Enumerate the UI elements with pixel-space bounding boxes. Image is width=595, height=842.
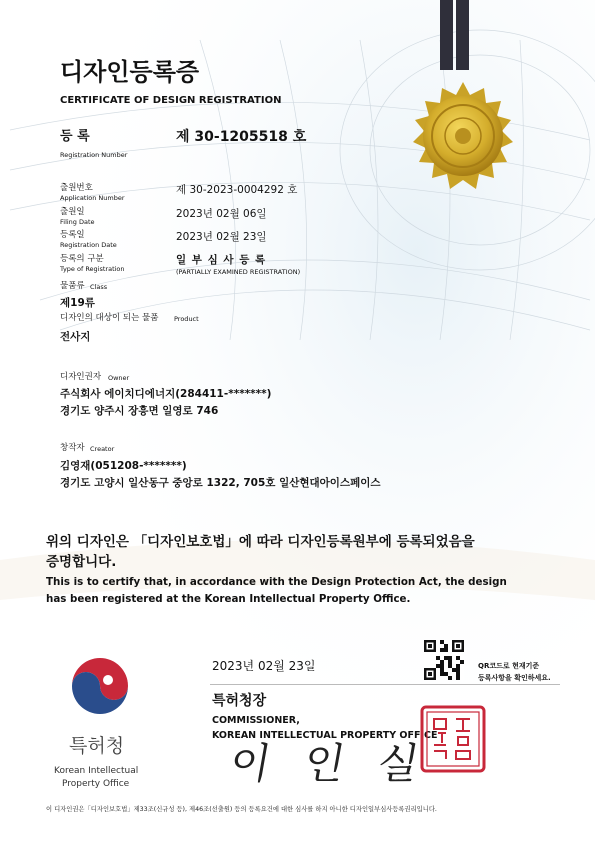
product-value: 전사지 — [60, 331, 91, 343]
field-label-en: Type of Registration — [60, 265, 125, 273]
issue-date: 2023년 02월 23일 — [212, 659, 316, 673]
field-label-en: Application Number — [60, 194, 125, 202]
footer-note: 이 디자인권은「디자인보호법」제33조(신규성 등), 제46조(선출원) 등의 등록요건에 대한 심사를 하지 아니한 디자인일부심사등록권리입니다. — [46, 806, 437, 813]
field-label: 등록의 구분 — [60, 254, 104, 264]
owner-address: 경기도 양주시 장흥면 일영로 746 — [60, 405, 219, 417]
commissioner-signature: 이 인 실 — [225, 739, 433, 788]
field-label: 등록일 — [60, 230, 85, 240]
kipo-logo-icon — [68, 654, 132, 718]
field-label-en: Registration Date — [60, 241, 117, 249]
certify-english-line1: This is to certify that, in accordance with the Design Protection Act, the design — [46, 576, 507, 588]
class-label-en: Class — [90, 283, 108, 291]
kipo-name-english-line2: Property Office — [62, 779, 130, 789]
field-label-en: Filing Date — [60, 218, 95, 226]
kipo-name-english-line1: Korean Intellectual — [54, 766, 139, 776]
field-subvalue: (PARTIALLY EXAMINED REGISTRATION) — [176, 268, 301, 276]
class-label: 물품류 — [60, 281, 85, 291]
field-value: 제 30-2023-0004292 호 — [176, 184, 298, 196]
qr-note-line1: QR코드로 현재기준 — [478, 662, 540, 670]
registration-number: 제 30-1205518 호 — [176, 129, 307, 145]
field-value: 2023년 02월 06일 — [176, 208, 267, 220]
creator-address: 경기도 고양시 일산동구 중앙로 1322, 705호 일산현대아이스페이스 — [60, 477, 381, 489]
title-korean: 디자인등록증 — [60, 58, 200, 86]
creator-label-en: Creator — [90, 445, 115, 453]
certify-korean-line1: 위의 디자인은 「디자인보호법」에 따라 디자인등록원부에 등록되었음을 — [46, 534, 475, 550]
ribbon-right — [456, 0, 469, 70]
qr-note-line2: 등록사항을 확인하세요. — [478, 674, 551, 682]
ribbon-left — [440, 0, 453, 70]
certify-english-line2: has been registered at the Korean Intellectual Property Office. — [46, 593, 411, 605]
product-label: 디자인의 대상이 되는 물품 — [60, 313, 159, 323]
title-english: CERTIFICATE OF DESIGN REGISTRATION — [60, 95, 282, 106]
creator-name: 김영재(051208-*******) — [60, 460, 187, 472]
certify-korean-line2: 증명합니다. — [46, 554, 117, 570]
kipo-name-korean: 특허청 — [69, 735, 125, 757]
field-label: 출원일 — [60, 207, 85, 217]
commissioner-title-korean: 특허청장 — [212, 693, 267, 709]
field-label: 출원번호 — [60, 183, 93, 193]
field-value: 일 부 심 사 등 록 — [176, 254, 267, 266]
registration-label-en: Registration Number — [60, 151, 128, 159]
owner-label-en: Owner — [108, 374, 130, 382]
class-value: 제19류 — [60, 297, 95, 309]
commissioner-title-en-line1: COMMISSIONER, — [212, 715, 300, 726]
divider — [210, 684, 560, 685]
registration-label: 등 록 — [60, 129, 90, 144]
product-label-en: Product — [174, 315, 199, 323]
owner-name: 주식회사 에이치디에너지(284411-*******) — [60, 388, 272, 400]
creator-label: 창작자 — [60, 443, 85, 453]
field-value: 2023년 02월 23일 — [176, 231, 267, 243]
official-seal-icon — [420, 705, 486, 773]
qr-code-icon[interactable] — [424, 640, 464, 680]
commissioner-title-en-line2: KOREAN INTELLECTUAL PROPERTY OFFICE — [212, 730, 438, 741]
owner-label: 디자인권자 — [60, 372, 102, 382]
